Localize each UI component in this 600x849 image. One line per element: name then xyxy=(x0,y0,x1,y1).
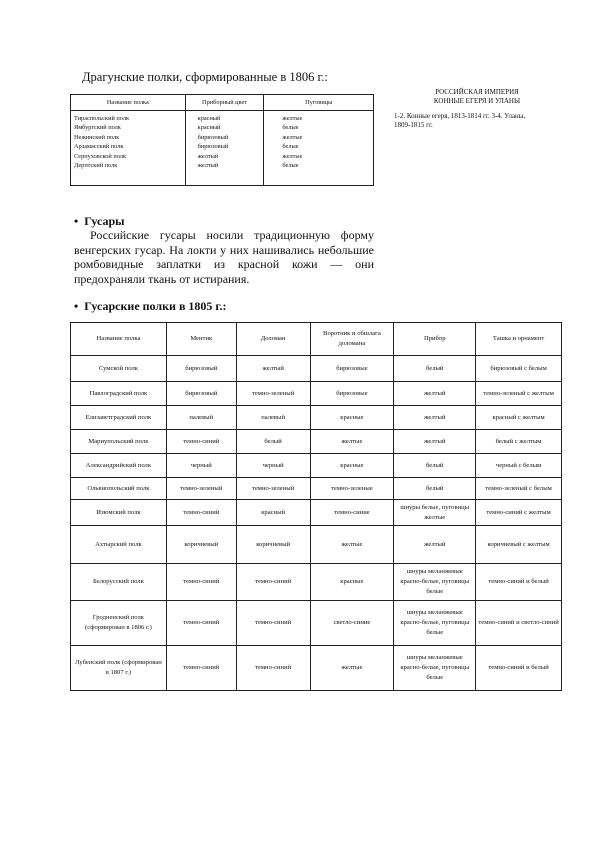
hussars-paragraph xyxy=(74,228,374,286)
dragoons-color: бирюзовый xyxy=(197,133,229,141)
dragoons-name: Дерптский полк xyxy=(74,162,118,170)
cell-regiment: Гродненский полк (сформирован в 1806 г.) xyxy=(71,601,167,646)
dragoons-name: Ямбургский полк xyxy=(74,124,121,132)
dragoons-names-cell xyxy=(71,111,186,186)
cell-mentik: темно-синий xyxy=(166,601,236,646)
cell-pribor: желтый xyxy=(394,430,476,454)
hussars-heading-text: Гусары xyxy=(84,214,125,228)
cell-tashka: коричневый с желтым xyxy=(476,526,562,564)
dragoons-col-buttons: Пуговицы xyxy=(264,95,374,111)
cell-collar: темно-зеленые xyxy=(310,478,394,500)
cell-collar: желтые xyxy=(310,646,394,691)
dragoons-name: Тираспольский полк xyxy=(74,115,130,122)
cell-regiment: Лубенский полк (сформирован в 1807 г.) xyxy=(71,646,167,691)
cell-tashka: темно-синий и белый xyxy=(476,646,562,691)
cell-regiment: Ольвиопольский полк xyxy=(71,478,167,500)
cell-mentik: темно-синий xyxy=(166,646,236,691)
dragoons-name: Серпуховской полк xyxy=(74,152,126,160)
regiments-heading-text: Гусарские полки в 1805 г.: xyxy=(84,299,227,313)
dragoons-color: желтый xyxy=(197,162,219,170)
cell-tashka: темно-зеленый с белым xyxy=(476,478,562,500)
hussars-paragraph-text: Российские гусары носили традиционную форму венгерских гусар. На локти у них нашивались небольшие ромбовидные заплатки из красной кожи — они предохраняли ткань от истирания. xyxy=(74,228,374,286)
caption-text-2: 1809-1815 гг. xyxy=(394,121,433,129)
cell-dolman: темно-синий xyxy=(236,601,310,646)
cell-regiment: Александрийский полк xyxy=(71,454,167,478)
col-pribor: Прибор xyxy=(394,323,476,356)
cell-mentik: темно-зеленый xyxy=(166,478,236,500)
cell-tashka: белый с желтым xyxy=(476,430,562,454)
cell-dolman: белый xyxy=(236,430,310,454)
col-dolman: Доломан xyxy=(236,323,310,356)
cell-collar: красные xyxy=(310,406,394,430)
cell-regiment: Изюмский полк xyxy=(71,500,167,526)
cell-collar: бирюзовые xyxy=(310,382,394,406)
table-row xyxy=(71,382,562,406)
dragoons-buttons: желтые xyxy=(282,115,303,122)
dragoons-col-name: Название полка xyxy=(71,95,186,111)
dragoons-buttons: желтые xyxy=(282,133,303,141)
cell-collar: желтые xyxy=(310,430,394,454)
cell-regiment: Павлоградский полк xyxy=(71,382,167,406)
cell-regiment: Елизаветградский полк xyxy=(71,406,167,430)
cell-dolman: желтый xyxy=(236,356,310,382)
cell-regiment: Ахтырский полк xyxy=(71,526,167,564)
dragoons-buttons: желтые xyxy=(282,152,303,160)
dragoons-color: красный xyxy=(197,115,221,122)
cell-collar: светло-синие xyxy=(310,601,394,646)
cell-tashka: темно-синий и белый xyxy=(476,564,562,601)
dragoons-buttons: белые xyxy=(282,143,299,151)
cell-mentik: бирюзовый xyxy=(166,356,236,382)
cell-mentik: темно-синий xyxy=(166,500,236,526)
table-row xyxy=(71,601,562,646)
dragoons-color: желтый xyxy=(197,152,219,160)
col-tashka: Ташка и орнамент xyxy=(476,323,562,356)
hussar-regiments-table xyxy=(70,322,562,691)
cell-pribor: белый xyxy=(394,356,476,382)
cell-pribor: желтый xyxy=(394,406,476,430)
bullet: • xyxy=(74,299,79,313)
table-row xyxy=(71,478,562,500)
cell-regiment: Мариупольский полк xyxy=(71,430,167,454)
table-row xyxy=(71,430,562,454)
hussars-heading xyxy=(74,214,125,229)
cell-dolman: темно-синий xyxy=(236,564,310,601)
caption-text-1: 1-2. Конные егеря, 1813-1814 гг. 3-4. Уланы, xyxy=(394,112,526,120)
cell-tashka: темно-зеленый с желтым xyxy=(476,382,562,406)
cell-collar: темно-синие xyxy=(310,500,394,526)
cell-pribor: шнуры меланжевые красно-белые, пуговицы белые xyxy=(394,601,476,646)
cell-dolman: черный xyxy=(236,454,310,478)
caption-title-2: КОННЫЕ ЕГЕРЯ И УЛАНЫ xyxy=(433,97,521,105)
cell-mentik: темно-синий xyxy=(166,564,236,601)
col-mentik: Ментик xyxy=(166,323,236,356)
cell-regiment: Сумской полк xyxy=(71,356,167,382)
bullet: • xyxy=(74,214,79,228)
cell-mentik: темно-синий xyxy=(166,430,236,454)
dragoons-buttons: белые xyxy=(282,162,299,170)
caption-title-1: РОССИЙСКАЯ ИМПЕРИЯ xyxy=(435,88,519,96)
cell-dolman: коричневый xyxy=(236,526,310,564)
dragoons-name: Нежинский полк xyxy=(74,133,120,141)
cell-pribor: шнуры меланжевые красно-белые, пуговицы белые xyxy=(394,564,476,601)
regiments-heading xyxy=(74,299,227,314)
table-row xyxy=(71,646,562,691)
dragoons-color: красный xyxy=(197,124,221,132)
col-regiment-name: Название полка xyxy=(71,323,167,356)
table-row xyxy=(71,356,562,382)
col-collar-cuffs: Воротник и обшлага доломана xyxy=(310,323,394,356)
cell-pribor: белый xyxy=(394,454,476,478)
cell-pribor: шнуры белые, пуговицы желтые xyxy=(394,500,476,526)
cell-collar: бирюзовые xyxy=(310,356,394,382)
cell-dolman: красный xyxy=(236,500,310,526)
cell-pribor: желтый xyxy=(394,382,476,406)
cell-mentik: черный xyxy=(166,454,236,478)
cell-collar: желтые xyxy=(310,526,394,564)
cell-tashka: бирюзовый с белым xyxy=(476,356,562,382)
cell-dolman: темно-зеленый xyxy=(236,382,310,406)
cell-collar: красные xyxy=(310,564,394,601)
dragoons-col-color: Приборный цвет xyxy=(185,95,264,111)
cell-dolman: темно-синий xyxy=(236,646,310,691)
dragoons-buttons: белые xyxy=(282,124,299,132)
dragoons-heading: Драгунские полки, сформированные в 1806 г.: xyxy=(82,70,328,84)
cell-pribor: шнуры меланжевые красно-белые, пуговицы белые xyxy=(394,646,476,691)
dragoons-color: бирюзовый xyxy=(197,143,229,151)
cell-mentik: бирюзовый xyxy=(166,382,236,406)
cell-tashka: красный с желтым xyxy=(476,406,562,430)
cell-pribor: белый xyxy=(394,478,476,500)
cell-dolman: темно-зеленый xyxy=(236,478,310,500)
table-row xyxy=(71,564,562,601)
table-row xyxy=(71,454,562,478)
illustration-caption xyxy=(394,88,560,130)
cell-dolman: палевый xyxy=(236,406,310,430)
cell-mentik: коричневый xyxy=(166,526,236,564)
cell-tashka: темно-синий и светло-синий xyxy=(476,601,562,646)
cell-regiment: Белорусский полк xyxy=(71,564,167,601)
cell-mentik: палевый xyxy=(166,406,236,430)
cell-collar: красные xyxy=(310,454,394,478)
table-row xyxy=(71,526,562,564)
dragoons-name: Арзамасский полк xyxy=(74,143,124,151)
dragoons-colors-cell xyxy=(185,111,264,186)
cell-tashka: черный с белым xyxy=(476,454,562,478)
table-row xyxy=(71,500,562,526)
dragoons-buttons-cell xyxy=(264,111,374,186)
cell-tashka: темно-синий с желтым xyxy=(476,500,562,526)
cell-pribor: желтый xyxy=(394,526,476,564)
dragoons-table xyxy=(70,94,374,186)
table-row xyxy=(71,406,562,430)
